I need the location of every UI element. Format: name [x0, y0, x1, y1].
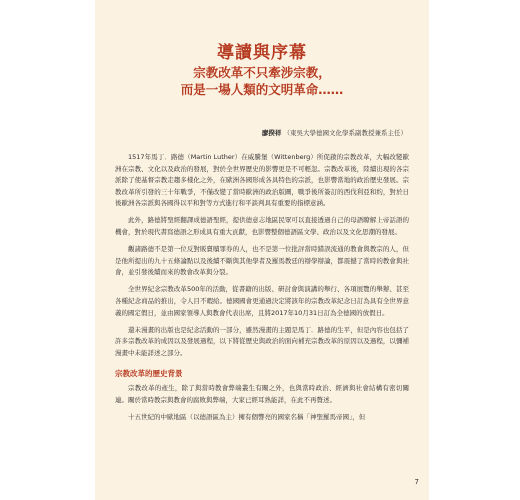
page-title: 導讀與序幕 [217, 43, 307, 63]
page-number: 7 [414, 478, 419, 486]
subtitle-line-1: 宗教改革不只牽涉宗教， [193, 65, 331, 80]
paragraph: 全世界紀念宗教改革500年的活動，從書籍的出版、研討會與演講的舉行、各項展覽的舉辦、甚至各種紀念商品的推出，令人目不暇給。德國國會更通過決定將該年的宗教改革紀念日訂為具有全世界意義的國定假日，並由國家領導人與教會代表出席，且將2017年10月31日訂為全德國的放假日。 [115, 285, 409, 317]
paragraph: 十五世紀的中歐地區（以德語區為主）擁有個響亮的國家名稱「神聖羅馬帝國」，但 [128, 412, 366, 421]
section-heading: 宗教改革的歷史背景 [115, 368, 183, 378]
paragraph: 觀諸路德不是第一位反對販賣贖罪券的人，也不是第一位批評當時錯誤流通的教會與教宗的人，但是他所提出的九十五條論點以及後續不斷與其他學者及羅馬教廷的辯學辯論，都震撼了當時的教會與社會，並引發後續而來的教會改革與分裂。 [115, 245, 409, 277]
author-line [262, 128, 407, 137]
body-text [115, 152, 409, 429]
author-affiliation: （東吳大學德國文化學系副教授兼系主任） [283, 129, 407, 137]
paragraph: 此外，路德將聖經翻譯成德語聖經，提供德意志地區民眾可以直接透過自己的母語瞭解上帝話語的機會，對於現代書寫德語之形成具有重大貢獻，也影響整個德語區文學、政治以及文化思潮的發展。 [115, 216, 409, 237]
paragraph: 還未漫畫的出版也是紀念活動的一部分，雖然漫畫的主題是馬丁．路德的生平，但是內容也包括了許多宗教改革的成因以及發展過程，以下將從歷史與政治的面向補充宗教改革的原因以及過程，以彌補漫畫中未能詳述之部分。 [115, 325, 409, 357]
author-name: 廖揆祥 [261, 129, 282, 137]
paragraph: 宗教改革的產生，除了與當時教會弊端叢生有關之外，也與當時政治、經濟與社會結構有密切關連。關於當時教宗與教會的腐敗與弊端，大家已經耳熟能詳，在此不再贅述。 [115, 384, 409, 404]
paragraph: 1517年馬丁．路德（Martin Luther）在威騰堡（Wittenberg）所促啟的宗教改革，大幅改變歐洲在宗教、文化以及政治的發展，對於全世界歷史的影響更是不可輕忽。宗教改革後，陸續出現的各宗派除了使基督宗教走趨多樣化之外，在歐洲各國形成各具特色的宗派，也影響當地的政治歷史發展。宗教改革所引發的三十年戰爭，不僅改變了當時歐洲的政治版圖，戰爭後所簽訂的西伐利亞和約，對於日後歐洲各宗派與各國得以平和對等方式進行和平談判具有重要的指標意涵。 [115, 153, 409, 208]
book-page [95, 0, 429, 500]
subtitle-line-2: 而是一場人類的文明革命…… [180, 82, 344, 97]
